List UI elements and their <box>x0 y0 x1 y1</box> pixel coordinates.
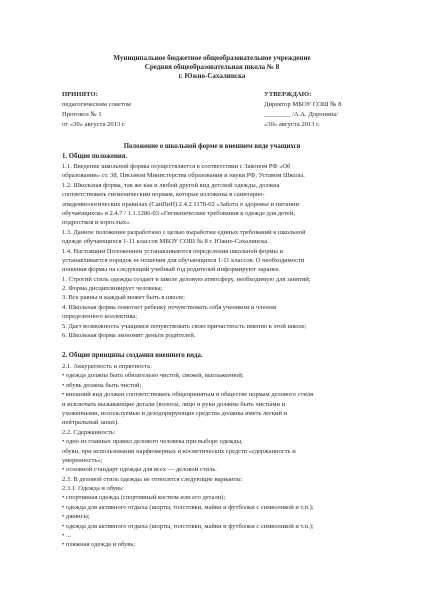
document-text-line: 1.4. Настоящим Положением устанавливаются определения школьной формы и <box>62 247 283 255</box>
document-text-line: ухоженными, используемые и дезодорирующие средства должны иметь легкий и <box>62 409 288 417</box>
document-text-line: • одно из главных правил делового человека при выборе одежды, <box>62 438 243 446</box>
document-text-line: подростков и взрослых». <box>62 219 132 227</box>
approved-line-2: ________ /А.А. Доронина/ <box>264 111 339 118</box>
document-text-line: • джинсы; <box>62 513 90 521</box>
document-text-line: • одежда для активного отдыха (шорты, толстовки, майки и футболки с символикой и т.п.); <box>62 503 314 511</box>
document-text-line: • одежда для активного отдыха (шорты, толстовки, майки и футболки с символикой и т.п.); <box>62 522 314 530</box>
document-text-line: эпидемиологических правилах (СанПиН) 2.4.2 1178-02 «Забота о здоровье и питании <box>62 200 299 208</box>
approved-heading: УТВЕРЖДАЮ: <box>264 91 312 98</box>
document-text-line: 2.1. Аккуратность и опрятность: <box>62 363 152 370</box>
document-text-line: умеренность»; <box>62 456 103 464</box>
document-text-line: 3. Все равны и каждый может быть в школе; <box>62 294 185 302</box>
section-1-heading: 1. Общие положения. <box>62 153 128 160</box>
document-text-line: определенного коллектива; <box>62 313 138 321</box>
approved-line-1: Директор МБОУ СОШ № 8 <box>264 101 342 108</box>
document-text-line: ношения формы на следующий учебный год родителей информируют заранее. <box>62 266 281 274</box>
document-text-line: и исключать вызывающие детали (волосы, лицо и руки должны быть чистыми и <box>62 400 286 408</box>
document-text-line: • обувь должна быть чистой; <box>62 381 142 389</box>
document-text-line: нейтральный запах). <box>62 419 119 427</box>
document-text-line: • пляжная одежда и обувь; <box>62 541 136 549</box>
school-header-line-2: Средняя общеобразовательная школа № 8 <box>144 63 280 71</box>
school-header-line-1: Муниципальное бюджетное общеобразовательное учреждение <box>113 54 311 62</box>
document-text-line: 1.2. Школьная форма, так же как и любой другой вид детской одежды, должна <box>62 181 280 189</box>
document-text-line: образовании» ст. 38, Письмом Министерства образования и науки РФ, Уставом Школы. <box>62 172 305 180</box>
document-text-line: 2.3.1. Одежда и обувь: <box>62 485 124 493</box>
document-text-line: • ... <box>62 532 71 540</box>
document-text-line: 1. Строгий стиль одежды создает в школе деловую атмосферу, необходимую для занятий; <box>62 275 311 283</box>
accepted-block <box>62 90 192 130</box>
document-text-line: 2.2. Сдержанность: <box>62 428 116 436</box>
document-text-line: 2. Форма дисциплинирует человека; <box>62 285 163 293</box>
document-text-line: обучающихся» в 2.4.7 / 1.1.1286-03 «Гигиенические требования к одежде для детей, <box>62 209 295 217</box>
accepted-line-2: Протокол № 1 <box>62 111 102 118</box>
document-text-line: одежде обучающихся 1-11 классов МБОУ СОШ № 8 г. Южно-Сахалинска. <box>62 238 269 246</box>
accepted-heading: ПРИНЯТО: <box>62 91 98 98</box>
approved-line-3: «30» августа 2013 г. <box>264 121 320 128</box>
section-2-heading: 2. Общие принципы создания внешнего вида. <box>62 352 203 359</box>
accepted-line-1: педагогическим советом <box>62 101 131 108</box>
accepted-line-3: от «30» августа 2013 г. <box>62 121 126 128</box>
school-header-line-3: г. Южно-Сахалинска <box>178 72 246 80</box>
document-text-line: обуви, при использовании парфюмерных и косметических средств «сдержанность и <box>62 447 296 455</box>
document-text-line: устанавливается порядок ее ношения для обучающихся 1-11 классов. О необходимости <box>62 256 305 264</box>
document-text-line: • спортивная одежда (спортивный костюм или его детали); <box>62 494 226 502</box>
document-text-line: 2.3. В деловой стиль одежды не относится следующие варианты: <box>62 475 243 483</box>
section-2-body <box>62 362 362 550</box>
document-text-line: 5. Дает возможность учащимся почувствовать свою причастность именно к этой школе; <box>62 322 307 330</box>
document-text-line: 4. Школьная форма помогает ребенку почувствовать себя учеником и членом <box>62 303 277 311</box>
document-title: Положение о школьной форме и внешнем виде учащихся <box>123 143 301 150</box>
document-text-line: 1.1. Введение школьной формы осуществляется в соответствии с Законом РФ «Об <box>62 163 291 170</box>
section-1-body <box>62 162 362 340</box>
document-text-line: 6. Школьная форма экономит деньги родителей. <box>62 332 196 340</box>
document-text-line: • внешний вид должен соответствовать общепринятым в обществе нормам делового стиля <box>62 391 314 399</box>
document-text-line: соответствовать гигиеническим нормам, которые изложены в санитарно- <box>62 191 265 199</box>
approved-block <box>264 90 374 130</box>
document-text-line: • основной стандарт одежды для всех — деловой стиль. <box>62 466 217 474</box>
document-text-line: 1.3. Данное положение разработано с целью выработки единых требований к школьной <box>62 228 306 236</box>
document-text-line: • одежда должна быть обязательно чистой, свежей, выглаженной; <box>62 372 244 380</box>
